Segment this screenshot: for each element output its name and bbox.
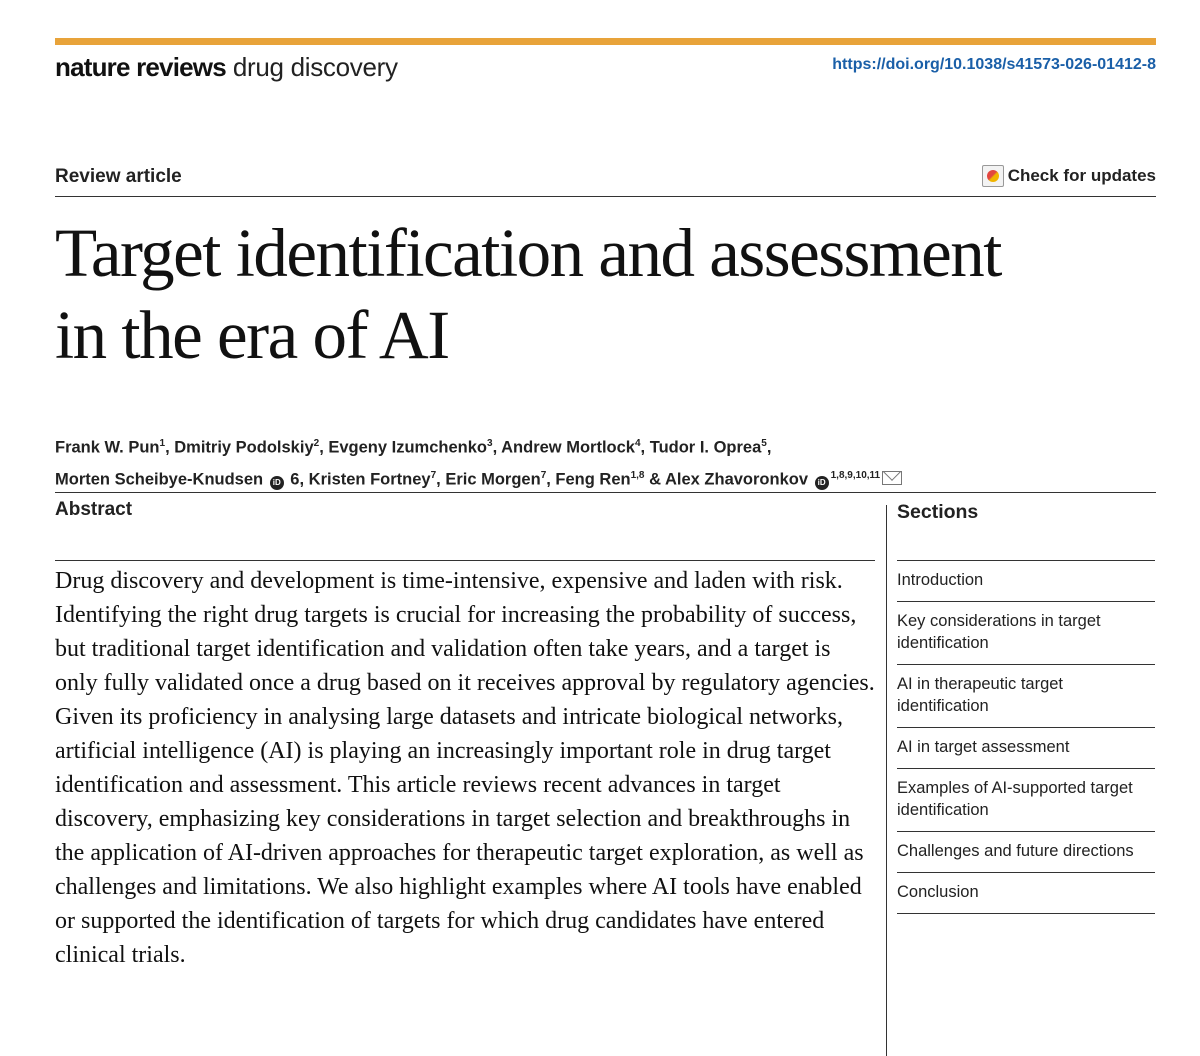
article-title: Target identification and assessment in the era of AI: [55, 215, 1001, 373]
author-name[interactable]: Andrew Mortlock: [501, 438, 635, 457]
section-link-challenges[interactable]: Challenges and future directions: [897, 832, 1155, 873]
sidebar-divider: [886, 505, 887, 1056]
author-name[interactable]: Alex Zhavoronkov: [664, 470, 809, 488]
accent-bar: [55, 38, 1156, 45]
section-link-ai-target-identification[interactable]: AI in therapeutic target identification: [897, 665, 1155, 728]
journal-logo[interactable]: [55, 52, 398, 83]
check-updates-label: Check for updates: [1007, 166, 1156, 185]
abstract-text: Drug discovery and development is time-intensive, expensive and laden with risk. Identifying the right drug targets is crucial for increasing the probability of success, but traditional target identification and validation often take years, and a target is only fully validated once a drug based on it receives approval by regulatory agencies. Given its proficiency in analysing large datasets and intricate biological networks, artificial intelligence (AI) is playing an increasingly important role in drug target identification and assessment. This article reviews recent advances in target discovery, emphasizing key considerations in target selection and breakthroughs in the application of AI-driven approaches for therapeutic target exploration, as well as challenges and limitations. We also highlight examples where AI tools have enabled or supported the identification of targets for which drug candidates have entered clinical trials.: [55, 568, 875, 968]
author-name[interactable]: Morten Scheibye-Knudsen: [55, 470, 264, 488]
author-affiliation: 3: [487, 438, 493, 449]
mail-icon[interactable]: [882, 471, 902, 485]
section-link-ai-target-assessment[interactable]: AI in target assessment: [897, 728, 1155, 769]
section-link-introduction[interactable]: Introduction: [897, 561, 1155, 602]
author-affiliation: 6: [285, 470, 300, 488]
section-link-key-considerations[interactable]: Key considerations in target identification: [897, 602, 1155, 665]
divider: [55, 560, 875, 561]
author-name[interactable]: Dmitriy Podolskiy: [174, 438, 314, 457]
author-name[interactable]: Feng Ren: [555, 470, 631, 488]
author-affiliation: 1,8: [630, 469, 645, 481]
orcid-icon[interactable]: iD: [270, 476, 284, 490]
abstract-heading: Abstract: [55, 499, 133, 520]
sections-nav: [897, 560, 1155, 914]
check-updates-icon: [982, 165, 1004, 187]
divider: [55, 492, 1156, 493]
author-affiliation: 1: [159, 438, 166, 449]
author-name[interactable]: Kristen Fortney: [308, 470, 431, 488]
author-affiliation: 7: [430, 469, 437, 481]
journal-name-light: drug discovery: [232, 52, 398, 82]
author-name[interactable]: Frank W. Pun: [55, 438, 160, 457]
section-link-conclusion[interactable]: Conclusion: [897, 873, 1155, 914]
author-list: Frank W. Pun$^1$, Dmitriy Podolskiy$^2$, Evgeny Izumchenko$^3$, Andrew Mortlock$^4$, Tudor I. Oprea$^5$, Morten Scheibye-Knudsen iD 6, Kristen Fortney$^7$, Eric Morgen$^7$, Feng Ren$^{1,8}$ & Alex Zhavoronkov iD$^{1,8,9,10,11}$: [55, 430, 1105, 493]
author-affiliation: 5: [761, 438, 767, 449]
author-name[interactable]: Evgeny Izumchenko: [328, 438, 487, 457]
section-link-examples[interactable]: Examples of AI-supported target identification: [897, 769, 1155, 832]
orcid-icon[interactable]: iD: [815, 476, 829, 490]
article-type: Review article: [55, 166, 182, 187]
author-name[interactable]: Eric Morgen: [445, 470, 541, 488]
doi-link[interactable]: https://doi.org/10.1038/s41573-026-01412-8: [832, 56, 1156, 73]
author-name[interactable]: Tudor I. Oprea: [649, 438, 762, 457]
author-affiliation: 7: [540, 469, 547, 481]
author-affiliation: 4: [634, 438, 641, 449]
author-affiliation: 1,8,9,10,11: [830, 469, 881, 481]
check-for-updates-button[interactable]: [982, 165, 1156, 187]
author-affiliation: 2: [313, 438, 320, 449]
journal-name-bold: nature reviews: [55, 52, 226, 82]
sections-heading: Sections: [897, 501, 979, 523]
divider: [55, 196, 1156, 197]
